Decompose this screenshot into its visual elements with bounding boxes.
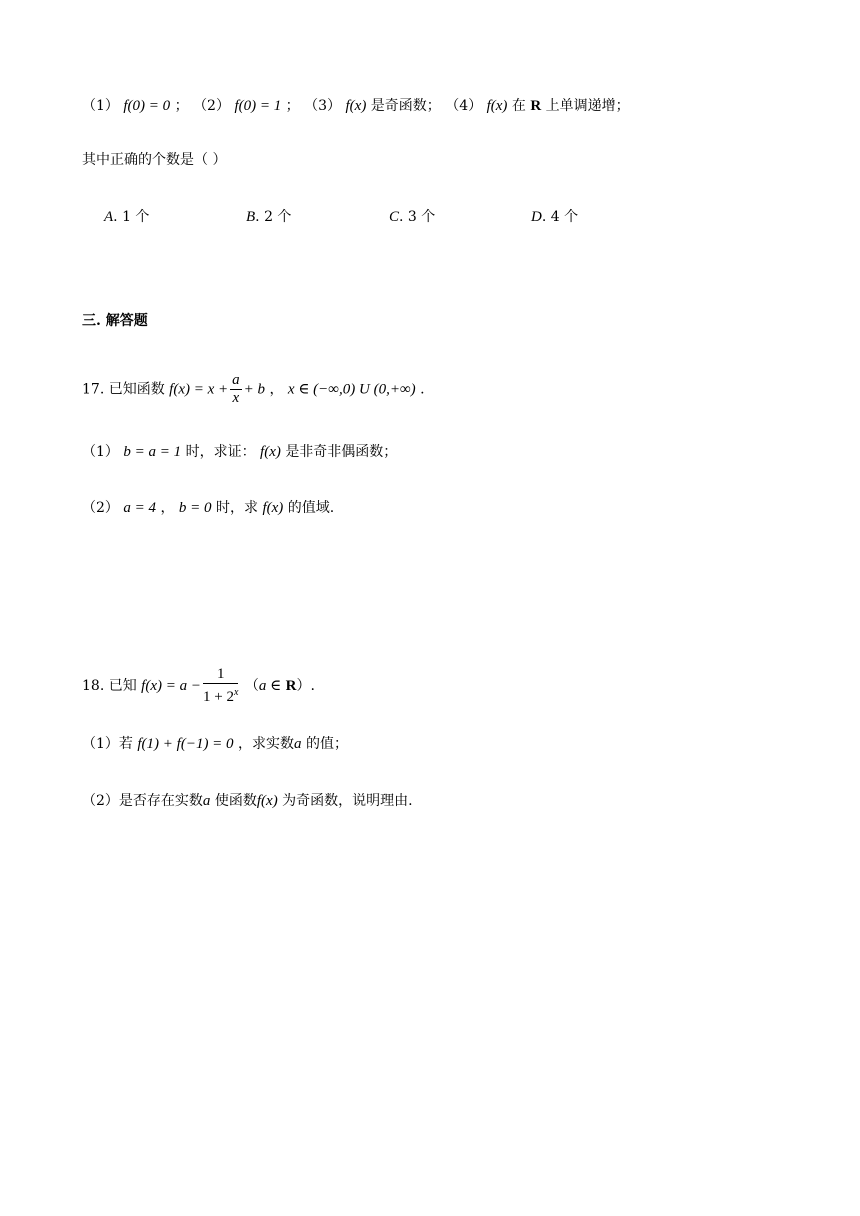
s1-label: （1）	[82, 98, 119, 114]
denominator-base: 1 + 2	[202, 689, 234, 705]
s4-label: （4）	[445, 98, 483, 114]
q16-question: 其中正确的个数是（ ）	[82, 152, 227, 168]
option-c-letter: C	[389, 209, 400, 225]
q18-condition: a ∈	[258, 678, 282, 694]
option-b	[246, 206, 291, 226]
q17-part2-a: a = 4	[123, 500, 156, 516]
option-c-text: . 3 个	[399, 209, 436, 225]
q17-number: 17.	[82, 381, 105, 398]
s1-math: f(0) = 0	[123, 98, 171, 114]
q17-part1-function: f(x)	[260, 444, 281, 460]
q18-part2-function: f(x)	[256, 793, 278, 809]
q18-function-lhs: f(x) = a −	[141, 678, 201, 694]
s4-math: f(x)	[486, 98, 508, 114]
q17-stem	[82, 372, 425, 407]
option-a	[104, 206, 149, 226]
exponent: x	[233, 687, 239, 698]
q17-part1	[82, 442, 397, 462]
s4-text1: 在	[511, 98, 526, 114]
real-set-symbol: R	[285, 678, 297, 694]
fraction-numerator: a	[232, 372, 240, 388]
option-b-text: . 2 个	[255, 209, 292, 225]
q17-fraction	[230, 372, 242, 407]
q18-part1-variable: a	[294, 736, 302, 752]
q17-function-lhs: f(x) = x +	[169, 381, 229, 398]
q18-part1-equation: f(1) + f(−1) = 0	[137, 736, 234, 752]
q17-part2-text2: 的值域.	[287, 500, 335, 516]
q16-statements	[82, 96, 630, 116]
q18-fraction	[203, 666, 238, 706]
s3-label: （3）	[304, 98, 342, 114]
option-d-letter: D	[531, 209, 542, 225]
s2-math: f(0) = 1	[234, 98, 282, 114]
q17-part2-text1: 时，求	[215, 500, 258, 516]
q18-part1-text2: 的值；	[305, 736, 348, 752]
s4-text2: 上单调递增；	[545, 98, 630, 114]
q17-part2-function: f(x)	[262, 500, 284, 516]
option-d-text: . 4 个	[541, 209, 579, 225]
separator: ；	[285, 98, 300, 114]
section-title: 三. 解答题	[82, 313, 148, 329]
option-b-letter: B	[246, 209, 256, 225]
q17-function-tail: + b	[243, 381, 266, 398]
q18-stem	[82, 666, 315, 706]
separator: ；	[174, 98, 189, 114]
s3-math: f(x)	[345, 98, 367, 114]
q18-part2-text1: （2）是否存在实数	[82, 793, 203, 809]
s2-label: （2）	[193, 98, 230, 114]
q18-part1-label: （1）若	[82, 736, 133, 752]
q18-part1	[82, 734, 348, 754]
q18-part2	[82, 791, 413, 811]
q18-intro: 已知	[108, 678, 137, 694]
q18-part2-text3: 为奇函数，说明理由.	[282, 793, 413, 809]
part-label: （1）	[82, 444, 119, 460]
q17-part1-condition: b = a = 1	[123, 444, 182, 460]
q17-part1-text2: 是非奇非偶函数；	[285, 444, 398, 460]
q17-part2	[82, 498, 334, 518]
q18-number: 18.	[82, 678, 105, 694]
fraction-numerator: 1	[203, 666, 238, 684]
paren-open: （	[244, 678, 259, 694]
s3-text: 是奇函数；	[370, 98, 441, 114]
q18-part2-variable: a	[202, 793, 211, 809]
separator: ，	[160, 500, 175, 516]
period: .	[420, 381, 425, 398]
part-label: （2）	[82, 500, 119, 516]
fraction-denominator: x	[232, 390, 240, 406]
option-a-letter: A	[104, 209, 114, 225]
option-c	[389, 206, 435, 226]
q18-part2-text2: 使函数	[214, 793, 257, 809]
q17-part2-b: b = 0	[178, 500, 212, 516]
option-d	[531, 206, 578, 226]
separator: ，	[269, 381, 284, 398]
q17-domain: x ∈ (−∞,0) U (0,+∞)	[287, 381, 416, 398]
q17-intro: 已知函数	[108, 381, 165, 398]
fraction-denominator	[203, 684, 238, 706]
real-set-symbol: R	[530, 98, 542, 114]
option-a-text: . 1 个	[113, 209, 150, 225]
paren-close: ）.	[296, 678, 315, 694]
q18-part1-text1: ，求实数	[238, 736, 295, 752]
q17-part1-text1: 时，求证：	[185, 444, 256, 460]
